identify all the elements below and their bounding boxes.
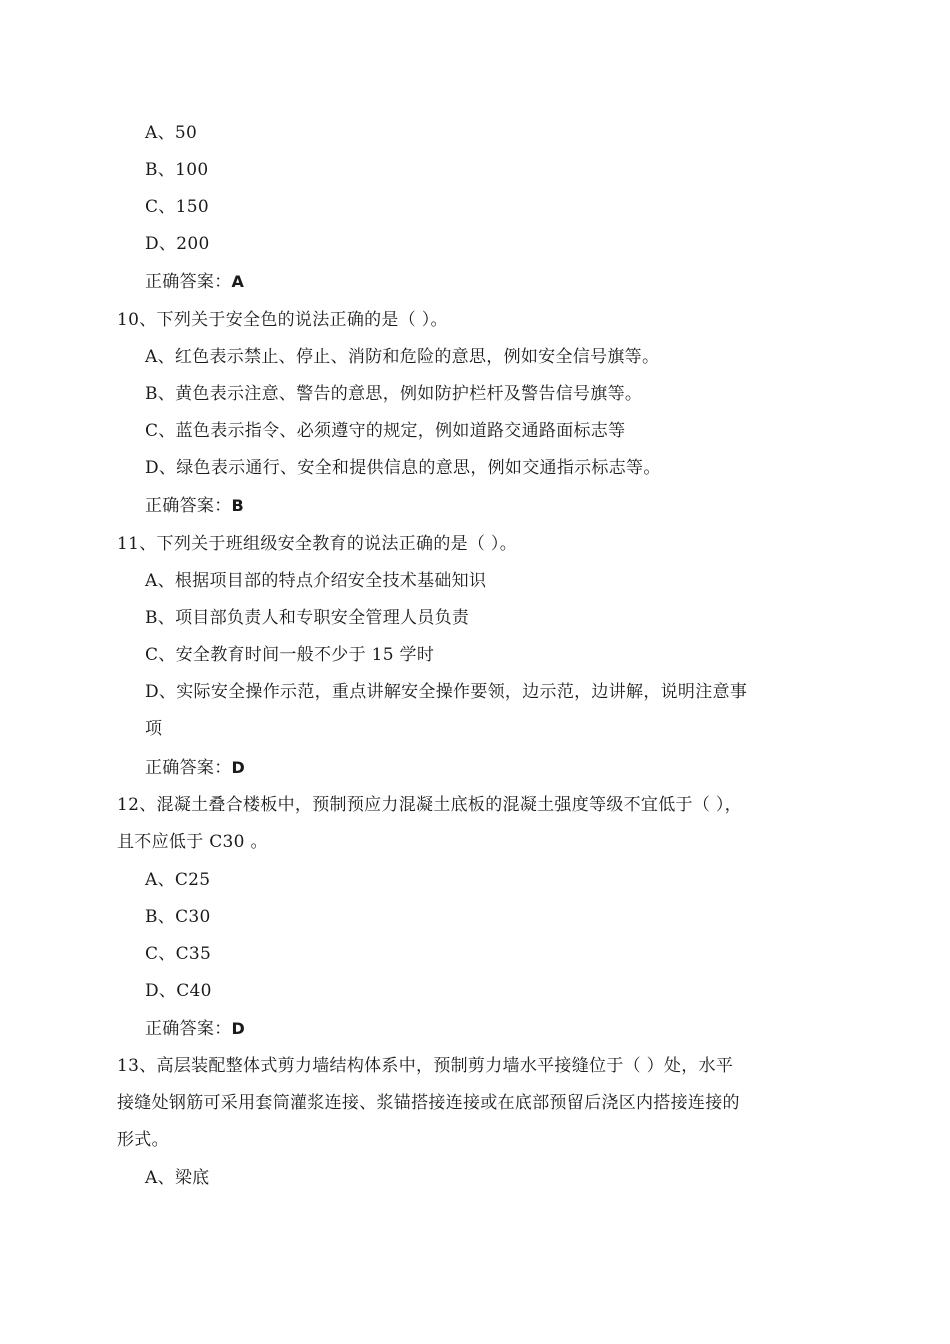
q13-question-line-1: 13、高层装配整体式剪力墙结构体系中，预制剪力墙水平接缝位于（ ）处，水平	[117, 1056, 734, 1076]
q11-option-d: D、实际安全操作示范，重点讲解安全操作要领，边示范，边讲解，说明注意事	[145, 682, 748, 702]
q10-option-c: C、蓝色表示指令、必须遵守的规定，例如道路交通路面标志等	[145, 421, 626, 441]
answer-value: D	[231, 1019, 246, 1038]
q13-option-a: A、梁底	[145, 1168, 210, 1188]
q9-option-d: D、200	[145, 234, 210, 254]
q11-option-c: C、安全教育时间一般不少于 15 学时	[145, 645, 435, 665]
answer-label: 正确答案：	[145, 272, 232, 292]
q12-option-b: B、C30	[145, 907, 211, 927]
q11-option-b: B、项目部负责人和专职安全管理人员负责	[145, 608, 470, 628]
q11-option-d-cont: 项	[145, 719, 163, 739]
q13-question-line-2: 接缝处钢筋可采用套筒灌浆连接、浆锚搭接连接或在底部预留后浇区内搭接连接的	[117, 1093, 740, 1113]
q12-question-line-2: 且不应低于 C30 。	[117, 832, 268, 852]
q12-option-d: D、C40	[145, 981, 212, 1001]
answer-value: B	[231, 496, 244, 515]
answer-label: 正确答案：	[145, 496, 232, 516]
q12-answer	[145, 1018, 245, 1040]
q10-question: 10、下列关于安全色的说法正确的是（ ）。	[117, 310, 448, 330]
q10-option-d: D、绿色表示通行、安全和提供信息的意思，例如交通指示标志等。	[145, 458, 661, 478]
answer-label: 正确答案：	[145, 758, 232, 778]
q12-option-a: A、C25	[145, 870, 211, 890]
q12-option-c: C、C35	[145, 944, 212, 964]
q10-option-b: B、黄色表示注意、警告的意思，例如防护栏杆及警告信号旗等。	[145, 384, 643, 404]
q9-option-b: B、100	[145, 160, 209, 180]
answer-value: A	[231, 272, 245, 291]
answer-label: 正确答案：	[145, 1019, 232, 1039]
q9-answer	[145, 271, 244, 293]
q11-option-a: A、根据项目部的特点介绍安全技术基础知识	[145, 571, 487, 591]
q10-answer	[145, 495, 244, 517]
q11-answer	[145, 757, 245, 779]
q12-question-line-1: 12、混凝土叠合楼板中，预制预应力混凝土底板的混凝土强度等级不宜低于（ ），	[117, 795, 742, 815]
q9-option-a: A、50	[145, 123, 198, 143]
q9-option-c: C、150	[145, 197, 209, 217]
answer-value: D	[231, 758, 246, 777]
q13-question-line-3: 形式。	[117, 1130, 169, 1150]
q11-question: 11、下列关于班组级安全教育的说法正确的是（ ）。	[117, 534, 518, 554]
q10-option-a: A、红色表示禁止、停止、消防和危险的意思，例如安全信号旗等。	[145, 347, 660, 367]
